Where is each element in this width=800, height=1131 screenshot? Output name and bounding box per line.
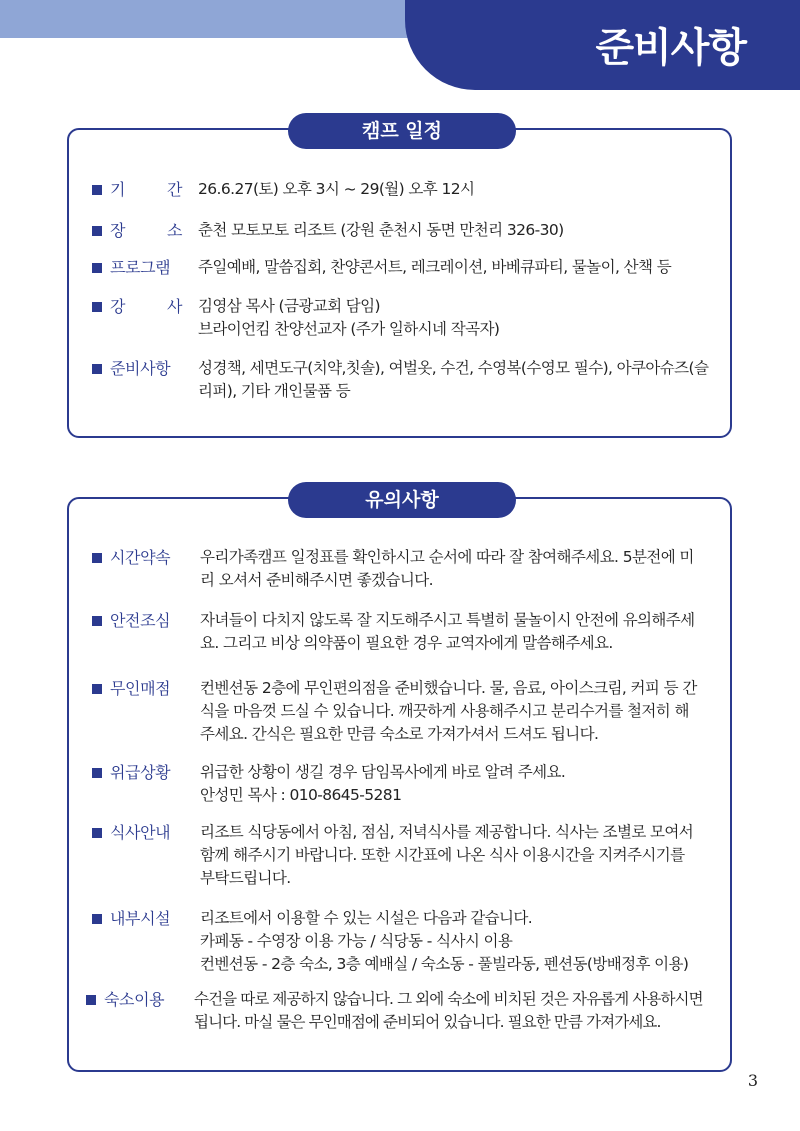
square-bullet-icon bbox=[86, 995, 96, 1005]
note-value: 리조트에서 이용할 수 있는 시설은 다음과 같습니다. 카페동 - 수영장 이용 가능 / 식당동 - 식사시 이용 컨벤션동 - 2층 숙소, 3층 예배실 / 숙소동 - 풀빌라동, 펜션동(방배정후 이용) bbox=[200, 909, 689, 973]
note-value: 위급한 상황이 생길 경우 담임목사에게 바로 알려 주세요. 안성민 목사 : 010-8645-5281 bbox=[200, 763, 566, 804]
schedule-row-period bbox=[92, 178, 474, 201]
note-label: 숙소이용 bbox=[104, 990, 165, 1009]
note-value: 컨벤션동 2층에 무인편의점을 준비했습니다. 물, 음료, 아이스크림, 커피 등 간 식을 마음껏 드실 수 있습니다. 깨끗하게 사용해주시고 분리수거를 철저히 해 주세요. 간식은 필요한 만큼 숙소로 가져가셔서 드셔도 됩니다. bbox=[200, 679, 697, 743]
schedule-label: 장 소 bbox=[110, 221, 182, 240]
note-value: 우리가족캠프 일정표를 확인하시고 순서에 따라 잘 참여해주세요. 5분전에 미 리 오셔서 준비해주시면 좋겠습니다. bbox=[200, 548, 694, 589]
square-bullet-icon bbox=[92, 263, 102, 273]
square-bullet-icon bbox=[92, 364, 102, 374]
schedule-value: 주일예배, 말씀집회, 찬양콘서트, 레크레이션, 바베큐파티, 물놀이, 산책 등 bbox=[198, 258, 672, 276]
schedule-row-program bbox=[92, 256, 671, 279]
schedule-label: 프로그램 bbox=[110, 258, 171, 277]
note-label: 식사안내 bbox=[110, 823, 171, 842]
note-value: 수건을 따로 제공하지 않습니다. 그 외에 숙소에 비치된 것은 자유롭게 사용하시면 됩니다. 마실 물은 무인매점에 준비되어 있습니다. 필요한 만큼 가져가세요. bbox=[194, 990, 703, 1031]
note-row-lodging bbox=[86, 988, 703, 1034]
note-label: 무인매점 bbox=[110, 679, 171, 698]
schedule-label: 강 사 bbox=[110, 297, 182, 316]
schedule-row-preparation bbox=[92, 357, 708, 403]
note-row-meals bbox=[92, 821, 693, 890]
note-label: 시간약속 bbox=[110, 548, 171, 567]
schedule-value: 26.6.27(토) 오후 3시 ~ 29(월) 오후 12시 bbox=[198, 180, 475, 198]
schedule-value: 성경책, 세면도구(치약,칫솔), 여벌옷, 수건, 수영복(수영모 필수), 아쿠아슈즈(슬 리퍼), 기타 개인물품 등 bbox=[198, 359, 709, 400]
schedule-row-location bbox=[92, 219, 564, 242]
square-bullet-icon bbox=[92, 553, 102, 563]
square-bullet-icon bbox=[92, 226, 102, 236]
notes-heading: 유의사항 bbox=[288, 482, 516, 518]
square-bullet-icon bbox=[92, 914, 102, 924]
page-title: 준비사항 bbox=[595, 25, 746, 71]
square-bullet-icon bbox=[92, 828, 102, 838]
camp-schedule-heading: 캠프 일정 bbox=[288, 113, 516, 149]
note-row-facilities bbox=[92, 907, 688, 976]
note-value: 자녀들이 다치지 않도록 잘 지도해주시고 특별히 물놀이시 안전에 유의해주세 요. 그리고 비상 의약품이 필요한 경우 교역자에게 말씀해주세요. bbox=[200, 611, 695, 652]
square-bullet-icon bbox=[92, 768, 102, 778]
schedule-value: 춘천 모토모토 리조트 (강원 춘천시 동면 만천리 326-30) bbox=[198, 221, 564, 239]
schedule-value: 김영삼 목사 (금광교회 담임) 브라이언킴 찬양선교자 (주가 일하시네 작곡자) bbox=[198, 297, 500, 338]
note-label: 내부시설 bbox=[110, 909, 171, 928]
square-bullet-icon bbox=[92, 616, 102, 626]
note-label: 위급상황 bbox=[110, 763, 171, 782]
note-row-emergency bbox=[92, 761, 565, 807]
square-bullet-icon bbox=[92, 302, 102, 312]
note-row-store bbox=[92, 677, 697, 746]
note-value: 리조트 식당동에서 아침, 점심, 저녁식사를 제공합니다. 식사는 조별로 모여서 함께 해주시기 바랍니다. 또한 시간표에 나온 식사 이용시간을 지켜주시기를 부탁드립니다. bbox=[200, 823, 694, 887]
schedule-row-speaker bbox=[92, 295, 499, 341]
schedule-label: 준비사항 bbox=[110, 359, 171, 378]
schedule-label: 기 간 bbox=[110, 180, 182, 199]
square-bullet-icon bbox=[92, 185, 102, 195]
square-bullet-icon bbox=[92, 684, 102, 694]
note-label: 안전조심 bbox=[110, 611, 171, 630]
note-row-safety bbox=[92, 609, 695, 655]
note-row-time bbox=[92, 546, 694, 592]
page-number: 3 bbox=[747, 1071, 758, 1090]
